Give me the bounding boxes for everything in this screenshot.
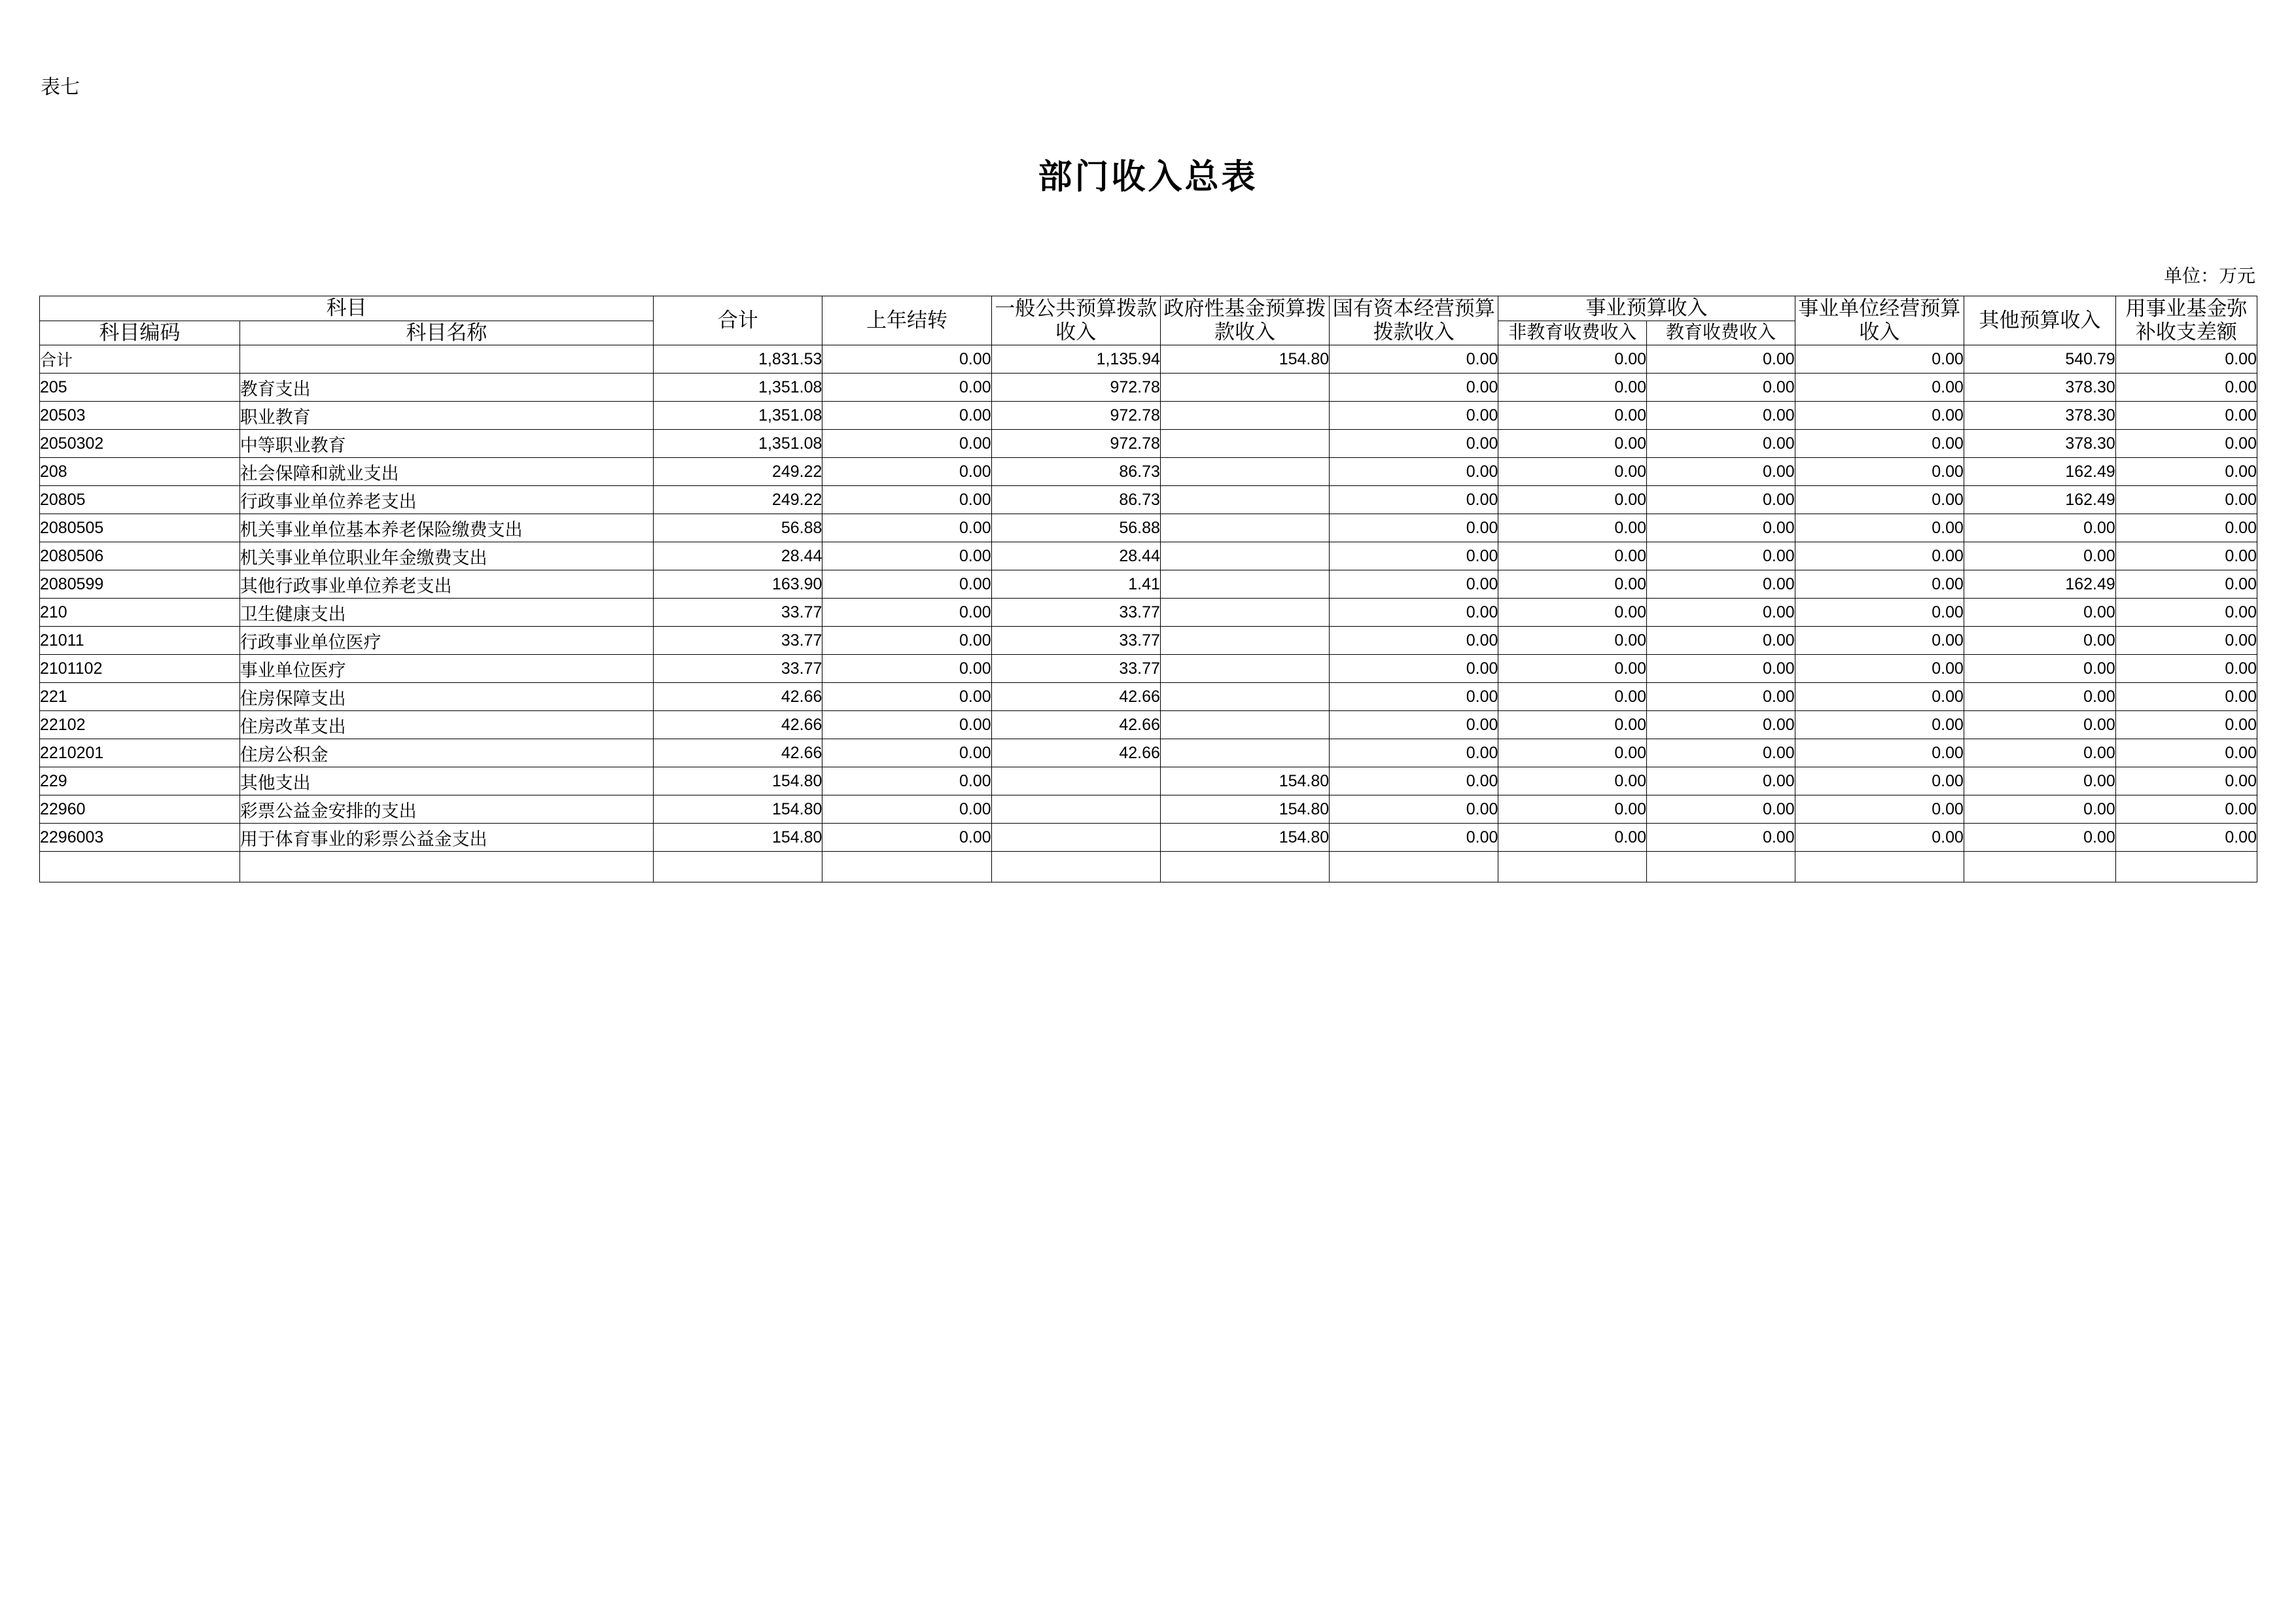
cell-value: 378.30 bbox=[1964, 402, 2115, 430]
cell-value: 33.77 bbox=[991, 655, 1160, 683]
header-subject-group: 科目 bbox=[40, 296, 654, 321]
cell-value: 0.00 bbox=[1330, 627, 1498, 655]
header-fund-offset: 用事业基金弥补收支差额 bbox=[2115, 296, 2257, 345]
cell-value: 162.49 bbox=[1964, 458, 2115, 486]
cell-value: 0.00 bbox=[1330, 514, 1498, 542]
cell-value: 0.00 bbox=[2115, 767, 2257, 795]
cell-subject-name: 行政事业单位医疗 bbox=[239, 627, 653, 655]
cell-blank bbox=[1964, 852, 2115, 882]
table-row bbox=[40, 627, 2257, 655]
cell-value: 42.66 bbox=[654, 683, 822, 711]
cell-value: 0.00 bbox=[1964, 655, 2115, 683]
cell-subject-name bbox=[239, 345, 653, 374]
cell-blank bbox=[822, 852, 991, 882]
cell-subject-code: 210 bbox=[40, 599, 240, 627]
cell-value: 0.00 bbox=[1330, 767, 1498, 795]
cell-value: 378.30 bbox=[1964, 430, 2115, 458]
cell-value: 0.00 bbox=[1964, 542, 2115, 570]
cell-subject-code: 22960 bbox=[40, 795, 240, 824]
cell-value: 0.00 bbox=[1795, 795, 1964, 824]
cell-value: 0.00 bbox=[1647, 599, 1795, 627]
cell-subject-code: 205 bbox=[40, 374, 240, 402]
cell-value: 0.00 bbox=[822, 655, 991, 683]
cell-value: 0.00 bbox=[1964, 767, 2115, 795]
cell-value: 972.78 bbox=[991, 374, 1160, 402]
table-row bbox=[40, 711, 2257, 739]
cell-value: 42.66 bbox=[991, 711, 1160, 739]
cell-value: 0.00 bbox=[1498, 570, 1647, 599]
cell-subject-name: 事业单位医疗 bbox=[239, 655, 653, 683]
cell-value bbox=[1160, 655, 1329, 683]
cell-value: 0.00 bbox=[1330, 486, 1498, 514]
unit-note: 单位：万元 bbox=[2163, 266, 2255, 286]
cell-value: 0.00 bbox=[2115, 824, 2257, 852]
cell-value: 0.00 bbox=[1795, 570, 1964, 599]
cell-value: 0.00 bbox=[2115, 430, 2257, 458]
cell-value: 0.00 bbox=[1647, 458, 1795, 486]
cell-value: 162.49 bbox=[1964, 570, 2115, 599]
cell-value: 0.00 bbox=[1498, 824, 1647, 852]
cell-value: 0.00 bbox=[822, 711, 991, 739]
cell-subject-name: 中等职业教育 bbox=[239, 430, 653, 458]
header-total: 合计 bbox=[654, 296, 822, 345]
cell-value: 0.00 bbox=[2115, 570, 2257, 599]
cell-value: 0.00 bbox=[2115, 795, 2257, 824]
cell-value bbox=[1160, 683, 1329, 711]
cell-subject-code: 2101102 bbox=[40, 655, 240, 683]
cell-value: 0.00 bbox=[1498, 458, 1647, 486]
table-row bbox=[40, 824, 2257, 852]
cell-value: 56.88 bbox=[654, 514, 822, 542]
cell-subject-name: 其他行政事业单位养老支出 bbox=[239, 570, 653, 599]
cell-value: 0.00 bbox=[1795, 739, 1964, 767]
table-row bbox=[40, 599, 2257, 627]
cell-blank bbox=[1498, 852, 1647, 882]
cell-value: 0.00 bbox=[1498, 599, 1647, 627]
cell-value: 154.80 bbox=[1160, 767, 1329, 795]
cell-value: 0.00 bbox=[1498, 374, 1647, 402]
cell-value: 0.00 bbox=[1330, 458, 1498, 486]
table-row bbox=[40, 767, 2257, 795]
cell-value: 0.00 bbox=[1330, 711, 1498, 739]
cell-value: 0.00 bbox=[1795, 430, 1964, 458]
cell-value: 0.00 bbox=[822, 683, 991, 711]
cell-subject-code: 221 bbox=[40, 683, 240, 711]
cell-value: 0.00 bbox=[1795, 374, 1964, 402]
cell-blank bbox=[239, 852, 653, 882]
cell-value: 0.00 bbox=[2115, 599, 2257, 627]
cell-value: 0.00 bbox=[1795, 627, 1964, 655]
header-subject-name: 科目名称 bbox=[239, 321, 653, 345]
cell-value: 0.00 bbox=[1498, 402, 1647, 430]
cell-value: 0.00 bbox=[2115, 542, 2257, 570]
cell-value: 0.00 bbox=[2115, 458, 2257, 486]
cell-value bbox=[991, 824, 1160, 852]
cell-blank bbox=[654, 852, 822, 882]
table-row bbox=[40, 458, 2257, 486]
cell-blank bbox=[40, 852, 240, 882]
cell-value: 33.77 bbox=[654, 599, 822, 627]
cell-value: 0.00 bbox=[1647, 739, 1795, 767]
cell-value: 154.80 bbox=[654, 824, 822, 852]
cell-subject-code: 2080505 bbox=[40, 514, 240, 542]
cell-value: 163.90 bbox=[654, 570, 822, 599]
table-row bbox=[40, 374, 2257, 402]
cell-subject-name: 住房公积金 bbox=[239, 739, 653, 767]
cell-value: 0.00 bbox=[1330, 345, 1498, 374]
cell-value: 86.73 bbox=[991, 486, 1160, 514]
cell-value: 0.00 bbox=[2115, 739, 2257, 767]
cell-value: 0.00 bbox=[822, 430, 991, 458]
cell-subject-code: 208 bbox=[40, 458, 240, 486]
cell-value: 0.00 bbox=[822, 458, 991, 486]
header-general-public-budget: 一般公共预算拨款收入 bbox=[991, 296, 1160, 345]
cell-value: 154.80 bbox=[1160, 824, 1329, 852]
cell-value: 0.00 bbox=[822, 767, 991, 795]
cell-value bbox=[1160, 570, 1329, 599]
cell-value bbox=[991, 767, 1160, 795]
cell-subject-name: 机关事业单位基本养老保险缴费支出 bbox=[239, 514, 653, 542]
cell-value: 0.00 bbox=[1647, 402, 1795, 430]
cell-value: 0.00 bbox=[822, 599, 991, 627]
cell-subject-code: 2210201 bbox=[40, 739, 240, 767]
cell-value: 56.88 bbox=[991, 514, 1160, 542]
cell-value: 154.80 bbox=[654, 795, 822, 824]
cell-value: 0.00 bbox=[1498, 767, 1647, 795]
cell-value bbox=[1160, 402, 1329, 430]
header-subject-code: 科目编码 bbox=[40, 321, 240, 345]
cell-subject-code: 229 bbox=[40, 767, 240, 795]
table-row bbox=[40, 570, 2257, 599]
table-header-row-1 bbox=[40, 296, 2257, 321]
cell-value: 0.00 bbox=[1498, 795, 1647, 824]
cell-value: 1,351.08 bbox=[654, 374, 822, 402]
cell-value: 0.00 bbox=[822, 570, 991, 599]
cell-subject-name: 机关事业单位职业年金缴费支出 bbox=[239, 542, 653, 570]
cell-value: 1,831.53 bbox=[654, 345, 822, 374]
cell-value: 0.00 bbox=[1964, 683, 2115, 711]
cell-value: 0.00 bbox=[1647, 542, 1795, 570]
table-row-blank bbox=[40, 852, 2257, 882]
header-gov-fund-budget: 政府性基金预算拨款收入 bbox=[1160, 296, 1329, 345]
cell-value: 0.00 bbox=[1795, 711, 1964, 739]
cell-value: 0.00 bbox=[1647, 570, 1795, 599]
cell-subject-name: 彩票公益金安排的支出 bbox=[239, 795, 653, 824]
header-state-capital-budget: 国有资本经营预算拨款收入 bbox=[1330, 296, 1498, 345]
cell-value: 0.00 bbox=[1795, 599, 1964, 627]
cell-value: 0.00 bbox=[1498, 711, 1647, 739]
cell-subject-code: 22102 bbox=[40, 711, 240, 739]
cell-value: 154.80 bbox=[654, 767, 822, 795]
cell-value: 0.00 bbox=[1330, 655, 1498, 683]
cell-value: 0.00 bbox=[1647, 655, 1795, 683]
cell-value: 33.77 bbox=[654, 627, 822, 655]
cell-subject-code: 合计 bbox=[40, 345, 240, 374]
cell-value: 154.80 bbox=[1160, 795, 1329, 824]
cell-value: 0.00 bbox=[2115, 402, 2257, 430]
cell-value: 0.00 bbox=[1795, 345, 1964, 374]
cell-value: 33.77 bbox=[654, 655, 822, 683]
cell-value: 0.00 bbox=[822, 514, 991, 542]
cell-value: 0.00 bbox=[1330, 542, 1498, 570]
sheet-tag: 表七 bbox=[41, 77, 80, 98]
cell-value: 28.44 bbox=[991, 542, 1160, 570]
cell-value: 0.00 bbox=[1498, 655, 1647, 683]
cell-value bbox=[1160, 458, 1329, 486]
cell-value: 0.00 bbox=[1498, 345, 1647, 374]
cell-subject-code: 20805 bbox=[40, 486, 240, 514]
cell-value: 0.00 bbox=[1498, 486, 1647, 514]
cell-value: 0.00 bbox=[1647, 627, 1795, 655]
cell-subject-code: 2296003 bbox=[40, 824, 240, 852]
cell-value: 0.00 bbox=[1964, 795, 2115, 824]
cell-value: 0.00 bbox=[1330, 683, 1498, 711]
cell-value: 0.00 bbox=[2115, 514, 2257, 542]
cell-value: 0.00 bbox=[822, 374, 991, 402]
table-header bbox=[40, 296, 2257, 345]
cell-blank bbox=[1160, 852, 1329, 882]
cell-value bbox=[991, 795, 1160, 824]
cell-value: 0.00 bbox=[1795, 767, 1964, 795]
cell-blank bbox=[2115, 852, 2257, 882]
cell-value: 0.00 bbox=[1330, 430, 1498, 458]
cell-subject-name: 社会保障和就业支出 bbox=[239, 458, 653, 486]
cell-value bbox=[1160, 430, 1329, 458]
cell-value bbox=[1160, 627, 1329, 655]
header-institution-operating-income: 事业单位经营预算收入 bbox=[1795, 296, 1964, 345]
cell-value: 0.00 bbox=[2115, 374, 2257, 402]
cell-blank bbox=[1330, 852, 1498, 882]
cell-value: 0.00 bbox=[2115, 683, 2257, 711]
cell-value: 540.79 bbox=[1964, 345, 2115, 374]
cell-value: 972.78 bbox=[991, 430, 1160, 458]
cell-value: 0.00 bbox=[1647, 374, 1795, 402]
cell-subject-name: 职业教育 bbox=[239, 402, 653, 430]
cell-value: 154.80 bbox=[1160, 345, 1329, 374]
table-row bbox=[40, 739, 2257, 767]
cell-value: 0.00 bbox=[1498, 627, 1647, 655]
cell-value: 28.44 bbox=[654, 542, 822, 570]
cell-value: 249.22 bbox=[654, 486, 822, 514]
cell-value: 0.00 bbox=[822, 542, 991, 570]
cell-blank bbox=[1795, 852, 1964, 882]
cell-value bbox=[1160, 374, 1329, 402]
cell-value: 0.00 bbox=[1795, 683, 1964, 711]
table-row bbox=[40, 345, 2257, 374]
header-non-edu-fee-income: 非教育收费收入 bbox=[1498, 321, 1647, 345]
cell-value: 0.00 bbox=[2115, 486, 2257, 514]
cell-value: 42.66 bbox=[991, 683, 1160, 711]
cell-subject-name: 住房改革支出 bbox=[239, 711, 653, 739]
cell-value: 33.77 bbox=[991, 627, 1160, 655]
page-title: 部门收入总表 bbox=[1038, 159, 1258, 196]
cell-value bbox=[1160, 514, 1329, 542]
cell-value bbox=[1160, 711, 1329, 739]
cell-value: 0.00 bbox=[1795, 514, 1964, 542]
cell-subject-name: 住房保障支出 bbox=[239, 683, 653, 711]
cell-value: 0.00 bbox=[1795, 542, 1964, 570]
cell-value: 0.00 bbox=[1330, 570, 1498, 599]
cell-value: 0.00 bbox=[1647, 430, 1795, 458]
table-row bbox=[40, 683, 2257, 711]
cell-value: 0.00 bbox=[1795, 824, 1964, 852]
cell-value: 0.00 bbox=[1795, 655, 1964, 683]
table-row bbox=[40, 514, 2257, 542]
cell-value: 0.00 bbox=[1647, 514, 1795, 542]
cell-value: 0.00 bbox=[1647, 345, 1795, 374]
cell-value: 42.66 bbox=[991, 739, 1160, 767]
budget-income-table bbox=[39, 296, 2257, 882]
cell-value: 0.00 bbox=[822, 486, 991, 514]
cell-subject-code: 21011 bbox=[40, 627, 240, 655]
cell-value: 0.00 bbox=[1964, 824, 2115, 852]
header-edu-fee-income: 教育收费收入 bbox=[1647, 321, 1795, 345]
cell-value: 0.00 bbox=[1330, 599, 1498, 627]
cell-value: 0.00 bbox=[1498, 739, 1647, 767]
table-row bbox=[40, 795, 2257, 824]
cell-value: 378.30 bbox=[1964, 374, 2115, 402]
cell-value: 0.00 bbox=[1647, 795, 1795, 824]
cell-value: 42.66 bbox=[654, 711, 822, 739]
cell-subject-name: 教育支出 bbox=[239, 374, 653, 402]
table-row bbox=[40, 655, 2257, 683]
cell-value: 972.78 bbox=[991, 402, 1160, 430]
cell-blank bbox=[991, 852, 1160, 882]
cell-value: 86.73 bbox=[991, 458, 1160, 486]
cell-value: 0.00 bbox=[822, 824, 991, 852]
cell-value: 162.49 bbox=[1964, 486, 2115, 514]
cell-value: 0.00 bbox=[1964, 599, 2115, 627]
cell-value: 0.00 bbox=[1498, 542, 1647, 570]
cell-value: 0.00 bbox=[2115, 711, 2257, 739]
cell-value: 0.00 bbox=[1330, 795, 1498, 824]
cell-subject-name: 卫生健康支出 bbox=[239, 599, 653, 627]
header-institution-budget-income: 事业预算收入 bbox=[1498, 296, 1795, 321]
cell-value: 249.22 bbox=[654, 458, 822, 486]
cell-subject-code: 2050302 bbox=[40, 430, 240, 458]
table-row bbox=[40, 430, 2257, 458]
cell-subject-code: 20503 bbox=[40, 402, 240, 430]
table-row bbox=[40, 402, 2257, 430]
cell-value: 0.00 bbox=[1330, 402, 1498, 430]
cell-value bbox=[1160, 486, 1329, 514]
cell-value: 0.00 bbox=[1647, 683, 1795, 711]
cell-value: 0.00 bbox=[1795, 458, 1964, 486]
cell-value: 0.00 bbox=[1964, 514, 2115, 542]
cell-value: 0.00 bbox=[1498, 430, 1647, 458]
cell-value bbox=[1160, 739, 1329, 767]
cell-value: 0.00 bbox=[1647, 486, 1795, 514]
cell-value: 0.00 bbox=[822, 795, 991, 824]
cell-value: 0.00 bbox=[1964, 711, 2115, 739]
cell-value: 0.00 bbox=[1498, 683, 1647, 711]
cell-value: 0.00 bbox=[1795, 486, 1964, 514]
cell-subject-name: 其他支出 bbox=[239, 767, 653, 795]
cell-value: 0.00 bbox=[1498, 514, 1647, 542]
table-body bbox=[40, 345, 2257, 882]
cell-blank bbox=[1647, 852, 1795, 882]
cell-value: 0.00 bbox=[2115, 345, 2257, 374]
cell-value: 0.00 bbox=[2115, 627, 2257, 655]
cell-subject-name: 行政事业单位养老支出 bbox=[239, 486, 653, 514]
cell-value: 0.00 bbox=[1647, 711, 1795, 739]
cell-subject-code: 2080599 bbox=[40, 570, 240, 599]
cell-value: 0.00 bbox=[1795, 402, 1964, 430]
cell-value: 0.00 bbox=[822, 345, 991, 374]
cell-value: 0.00 bbox=[822, 739, 991, 767]
cell-value: 1.41 bbox=[991, 570, 1160, 599]
cell-value: 0.00 bbox=[1330, 374, 1498, 402]
table-row bbox=[40, 542, 2257, 570]
cell-value: 0.00 bbox=[822, 402, 991, 430]
cell-value: 0.00 bbox=[1330, 739, 1498, 767]
cell-subject-name: 用于体育事业的彩票公益金支出 bbox=[239, 824, 653, 852]
cell-value: 1,351.08 bbox=[654, 430, 822, 458]
cell-value: 42.66 bbox=[654, 739, 822, 767]
cell-value: 0.00 bbox=[1647, 767, 1795, 795]
header-carryover: 上年结转 bbox=[822, 296, 991, 345]
cell-value: 33.77 bbox=[991, 599, 1160, 627]
cell-value: 0.00 bbox=[1964, 627, 2115, 655]
cell-value: 1,351.08 bbox=[654, 402, 822, 430]
table-row bbox=[40, 486, 2257, 514]
cell-value bbox=[1160, 542, 1329, 570]
cell-value: 0.00 bbox=[1964, 739, 2115, 767]
cell-subject-code: 2080506 bbox=[40, 542, 240, 570]
cell-value: 0.00 bbox=[1330, 824, 1498, 852]
cell-value: 0.00 bbox=[822, 627, 991, 655]
cell-value: 0.00 bbox=[2115, 655, 2257, 683]
cell-value: 0.00 bbox=[1647, 824, 1795, 852]
cell-value: 1,135.94 bbox=[991, 345, 1160, 374]
header-other-budget-income: 其他预算收入 bbox=[1964, 296, 2115, 345]
cell-value bbox=[1160, 599, 1329, 627]
